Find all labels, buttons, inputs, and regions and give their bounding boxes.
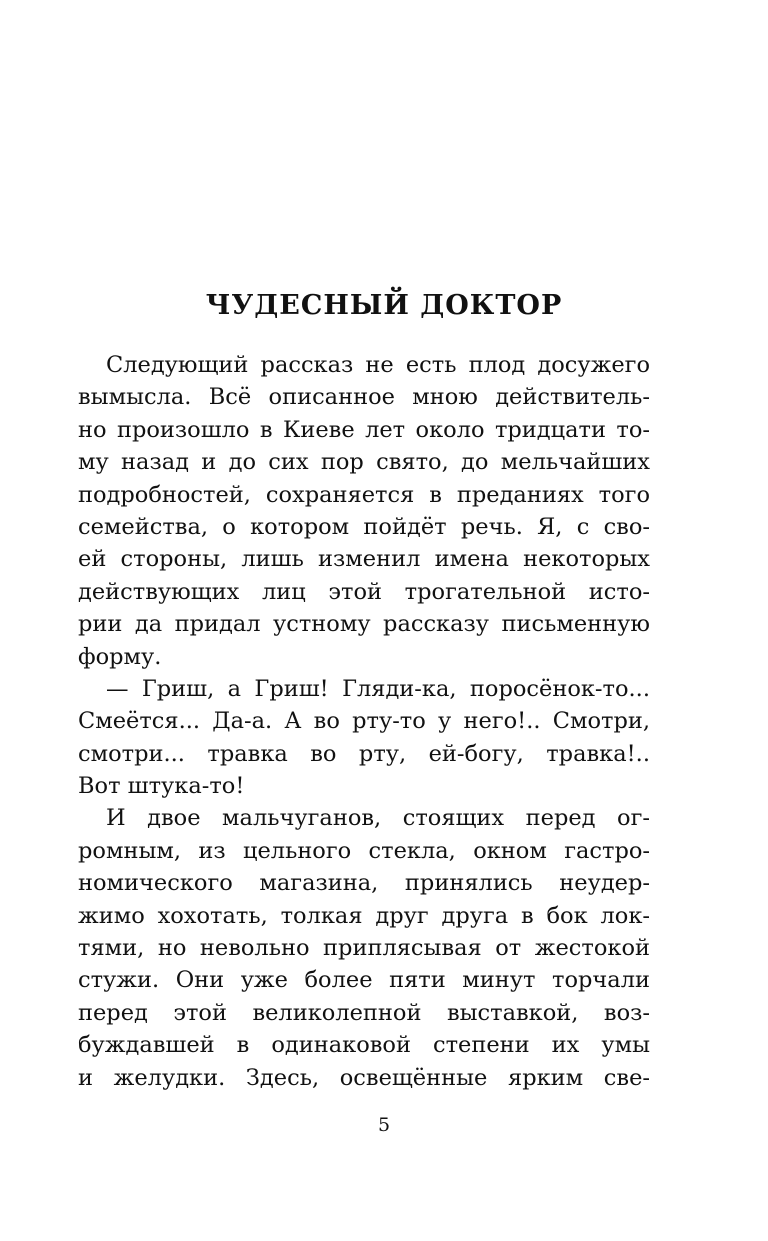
- text-line: Вот штука-то!: [78, 773, 245, 800]
- text-line: подробностей, сохраняется в преданиях того: [78, 481, 650, 508]
- text-line: стужи. Они уже более пяти минут торчали: [78, 967, 650, 994]
- text-line: тями, но невольно приплясывая от жестокой: [78, 935, 650, 962]
- text-line: рии да придал устному рассказу письменную: [78, 611, 650, 638]
- text-line: му назад и до сих пор свято, до мельчайших: [78, 449, 650, 476]
- text-line: Смеётся... Да-а. А во рту-то у него!.. Смотри,: [78, 708, 650, 735]
- paragraph: [78, 349, 650, 673]
- page-number: 5: [377, 1114, 391, 1136]
- paragraph: [78, 673, 650, 803]
- body-text: [78, 349, 650, 1094]
- text-line: Следующий рассказ не есть плод досужего: [106, 352, 650, 378]
- text-line: действующих лиц этой трогательной исто-: [78, 578, 650, 605]
- text-line: вымысла. Всё описанное мною действитель-: [78, 384, 650, 411]
- text-line: буждавшей в одинаковой степени их умы: [78, 1032, 650, 1059]
- text-line: форму.: [78, 643, 162, 670]
- chapter-title: ЧУДЕСНЫЙ ДОКТОР: [205, 290, 563, 321]
- paragraph: [78, 802, 650, 1094]
- text-line: ромным, из цельного стекла, окном гастро-: [78, 837, 650, 864]
- text-line: перед этой великолепной выставкой, воз-: [78, 999, 650, 1026]
- text-line: — Гриш, а Гриш! Гляди-ка, поросёнок-то...: [106, 675, 650, 702]
- text-line: И двое мальчуганов, стоящих перед ог-: [106, 805, 650, 832]
- text-line: ей стороны, лишь изменил имена некоторых: [78, 546, 650, 573]
- text-line: номического магазина, принялись неудер-: [78, 870, 650, 897]
- text-line: но произошло в Киеве лет около тридцати то-: [78, 416, 650, 443]
- text-line: смотри... травка во рту, ей-богу, травка!..: [78, 740, 650, 767]
- text-line: семейства, о котором пойдёт речь. Я, с сво-: [78, 513, 650, 540]
- text-line: и желудки. Здесь, освещённые ярким све-: [78, 1064, 650, 1091]
- text-line: жимо хохотать, толкая друг друга в бок лок-: [78, 902, 650, 929]
